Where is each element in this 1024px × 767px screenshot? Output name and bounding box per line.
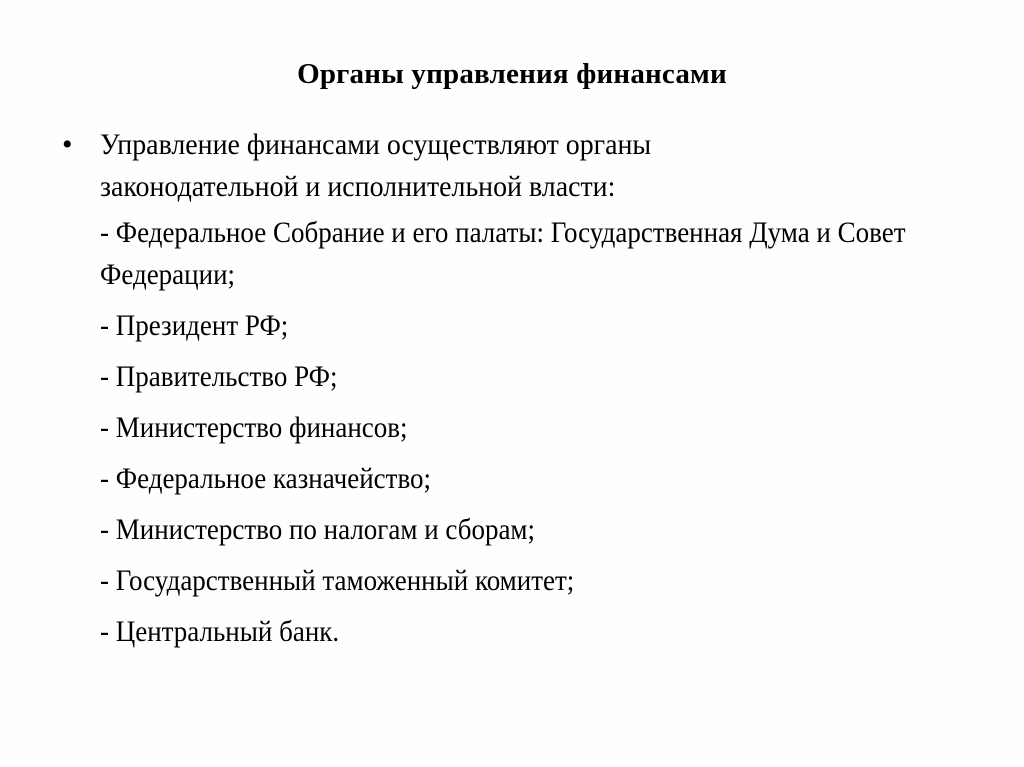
- list-item-president: - Президент РФ;: [100, 309, 289, 342]
- slide-title: Органы управления финансами: [297, 58, 727, 90]
- list-item-central-bank: - Центральный банк.: [100, 615, 340, 648]
- bullet-dot-icon: •: [62, 128, 73, 161]
- list-item-tax-ministry: - Министерство по налогам и сборам;: [100, 513, 536, 546]
- bullet-text: Управление финансами осуществляют органы законодательной и исполнительной власти:: [100, 128, 652, 203]
- list-item-ministry-of-finance: - Министерство финансов;: [100, 411, 408, 444]
- bullet-row: [62, 124, 962, 208]
- bullet-paragraph: [62, 124, 962, 208]
- financial-authorities-list: [100, 212, 960, 662]
- list-item-customs-committee: - Государственный таможенный комитет;: [100, 564, 575, 597]
- list-item-government: - Правительство РФ;: [100, 360, 338, 393]
- list-item-federal-assembly: - Федеральное Собрание и его палаты: Государственная Дума и Совет Федерации;: [100, 216, 906, 291]
- list-item-federal-treasury: - Федеральное казначейство;: [100, 462, 432, 495]
